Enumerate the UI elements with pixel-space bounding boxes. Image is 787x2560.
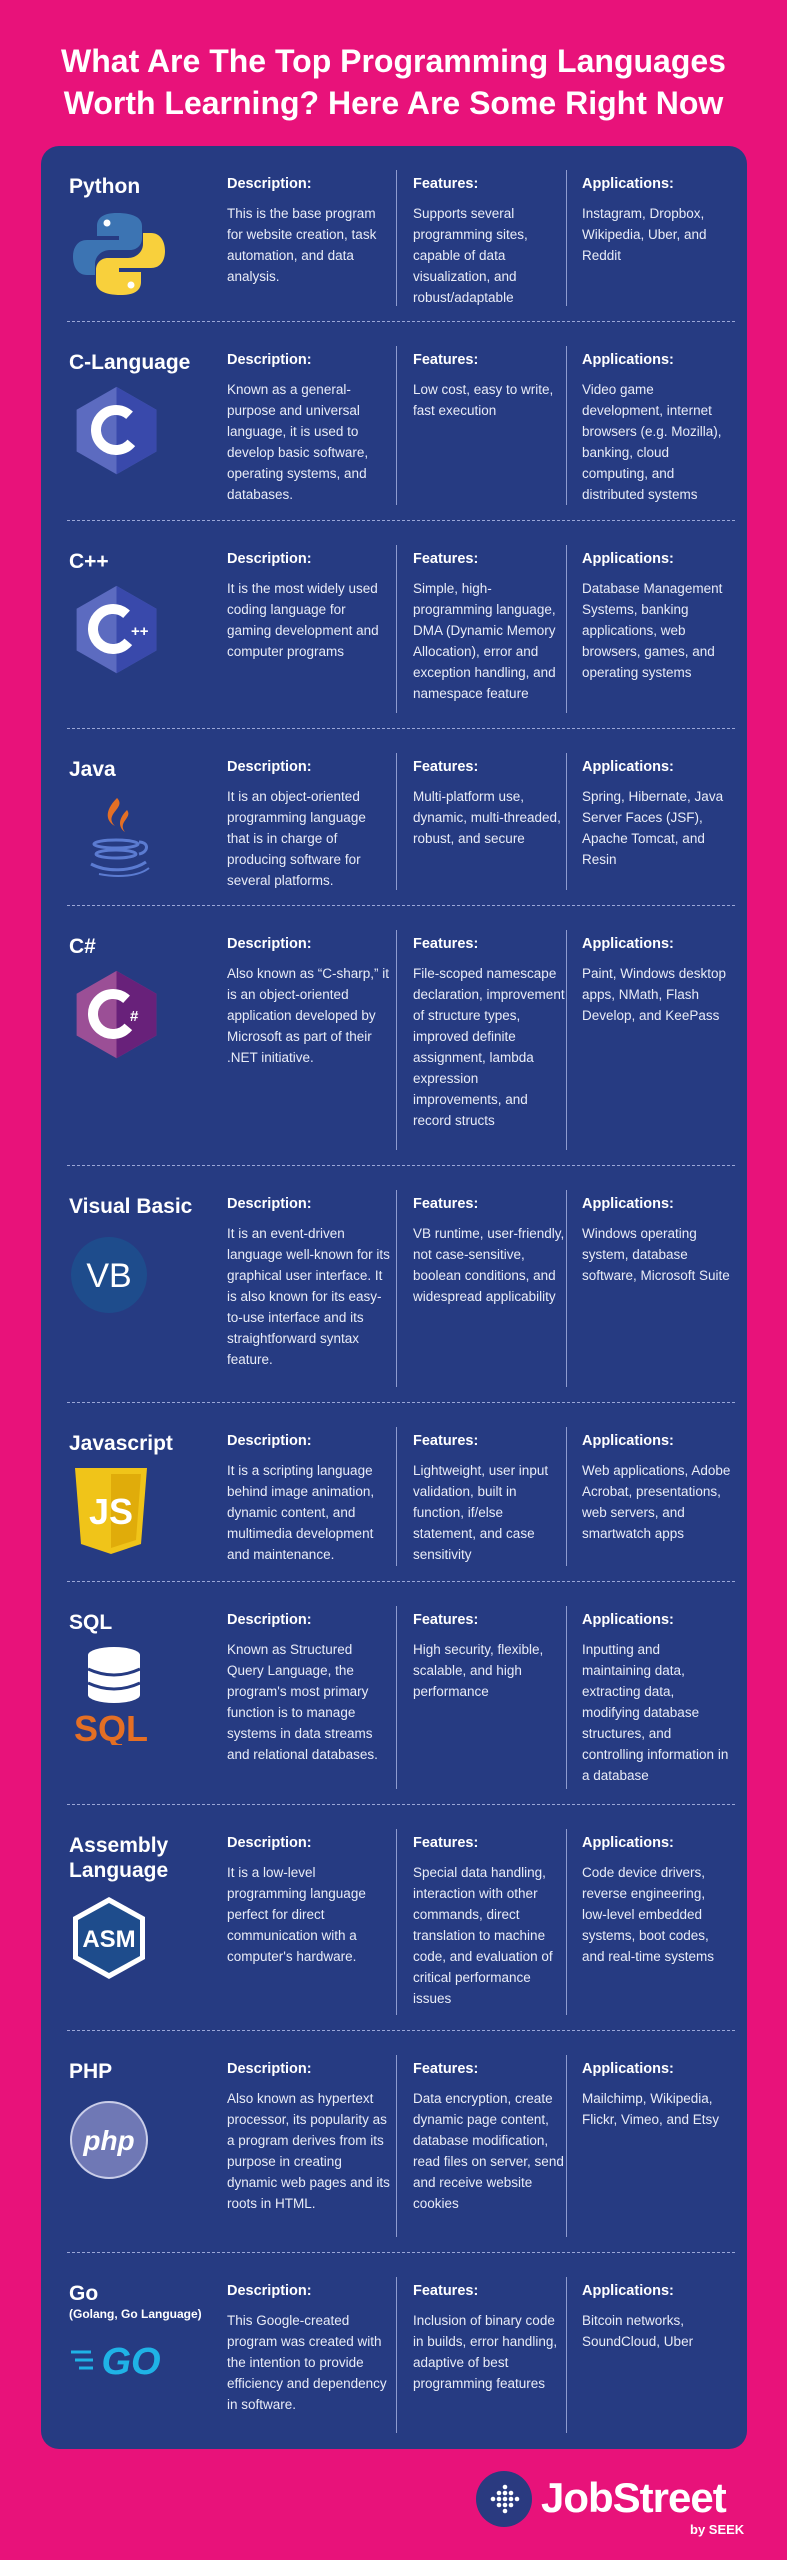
- column-divider: [566, 545, 567, 713]
- applications-column: [582, 2281, 732, 2352]
- features-header: Features:: [413, 2283, 479, 2299]
- column-divider: [566, 1829, 567, 2015]
- language-identity: [69, 757, 219, 882]
- logo-text: SQL: [73, 1708, 149, 1745]
- description-column: [227, 1610, 392, 1765]
- logo-text: ASM: [82, 1926, 136, 1953]
- description-header: Description:: [227, 1612, 312, 1628]
- language-row: [41, 1403, 747, 1582]
- applications-column: [582, 350, 732, 505]
- features-text: Lightweight, user input validation, built in function, if/else statement, and case sensitivity: [413, 1463, 549, 1562]
- column-divider: [566, 1606, 567, 1789]
- csharp-logo-icon: [69, 969, 169, 1059]
- description-column: [227, 549, 392, 662]
- description-text: It is an event-driven language well-known for its graphical user interface. It is also known for its easy-to-use interface and its straightforward syntax feature.: [227, 1226, 390, 1367]
- applications-header: Applications:: [582, 176, 674, 192]
- features-text: Low cost, easy to write, fast execution: [413, 382, 554, 418]
- go-logo-icon: [69, 2332, 169, 2422]
- features-header: Features:: [413, 2061, 479, 2077]
- applications-text: Database Management Systems, banking applications, web browsers, games, and operating systems: [582, 581, 723, 680]
- language-name: SQL: [69, 1611, 113, 1634]
- features-column: [413, 2059, 565, 2214]
- language-name: C#: [69, 935, 96, 958]
- applications-text: Video game development, internet browsers (e.g. Mozilla), banking, cloud computing, and distributed systems: [582, 382, 722, 502]
- column-divider: [396, 1190, 397, 1387]
- features-text: Supports several programming sites, capable of data visualization, and robust/adaptable: [413, 206, 528, 305]
- features-header: Features:: [413, 1612, 479, 1628]
- column-divider: [566, 346, 567, 505]
- applications-header: Applications:: [582, 2283, 674, 2299]
- language-row: [41, 729, 747, 906]
- description-header: Description:: [227, 551, 312, 567]
- column-divider: [396, 1606, 397, 1789]
- description-header: Description:: [227, 352, 312, 368]
- applications-text: Windows operating system, database software, Microsoft Suite: [582, 1226, 730, 1283]
- page-title: [0, 40, 787, 124]
- language-name: Go: [69, 2282, 99, 2305]
- language-name: Javascript: [69, 1432, 173, 1455]
- language-identity: [69, 350, 219, 475]
- description-text: It is a low-level programming language perfect for direct communication with a computer's hardware.: [227, 1865, 366, 1964]
- column-divider: [396, 346, 397, 505]
- features-column: [413, 1610, 565, 1702]
- applications-text: Spring, Hibernate, Java Server Faces (JSF), Apache Tomcat, and Resin: [582, 789, 724, 867]
- assembly-logo-icon: [69, 1893, 169, 1983]
- features-text: Multi-platform use, dynamic, multi-threaded, robust, and secure: [413, 789, 561, 846]
- language-identity: [69, 1194, 219, 1319]
- description-header: Description:: [227, 759, 312, 775]
- features-header: Features:: [413, 1433, 479, 1449]
- description-text: Also known as “C-sharp,” it is an object-oriented application developed by Microsoft as part of their .NET initiative.: [227, 966, 390, 1065]
- description-column: [227, 934, 392, 1068]
- features-text: Data encryption, create dynamic page content, database modification, read files on server, send and receive website cookies: [413, 2091, 564, 2211]
- brand-name: JobStreet: [541, 2474, 726, 2521]
- description-column: [227, 2059, 392, 2214]
- features-column: [413, 174, 565, 308]
- description-column: [227, 350, 392, 505]
- description-header: Description:: [227, 1196, 312, 1212]
- language-name: Python: [69, 175, 141, 198]
- applications-text: Bitcoin networks, SoundCloud, Uber: [582, 2313, 694, 2349]
- applications-text: Web applications, Adobe Acrobat, presentations, web servers, and smartwatch apps: [582, 1463, 731, 1541]
- language-name: Assembly Language: [69, 1834, 169, 1882]
- cplusplus-logo-icon: [69, 584, 169, 674]
- features-text: High security, flexible, scalable, and high performance: [413, 1642, 544, 1699]
- applications-column: [582, 1431, 732, 1544]
- description-column: [227, 757, 392, 891]
- applications-column: [582, 2059, 732, 2130]
- features-column: [413, 2281, 565, 2394]
- description-column: [227, 2281, 392, 2415]
- applications-column: [582, 1194, 732, 1286]
- language-name: C++: [69, 550, 109, 573]
- column-divider: [396, 2277, 397, 2433]
- features-header: Features:: [413, 352, 479, 368]
- applications-header: Applications:: [582, 1612, 674, 1628]
- column-divider: [396, 753, 397, 890]
- language-row: [41, 2253, 747, 2449]
- applications-header: Applications:: [582, 1433, 674, 1449]
- column-divider: [396, 1829, 397, 2015]
- column-divider: [566, 1427, 567, 1566]
- language-row: [41, 521, 747, 729]
- jobstreet-logo-icon: [475, 2470, 533, 2528]
- language-row: [41, 1582, 747, 1805]
- description-text: It is a scripting language behind image animation, dynamic content, and multimedia development and maintenance.: [227, 1463, 375, 1562]
- description-text: It is an object-oriented programming language that is in charge of producing software for several platforms.: [227, 789, 366, 888]
- description-header: Description:: [227, 1835, 312, 1851]
- description-header: Description:: [227, 936, 312, 952]
- applications-text: Paint, Windows desktop apps, NMath, Flash Develop, and KeePass: [582, 966, 727, 1023]
- language-row: [41, 146, 747, 322]
- description-text: This Google-created program was created with the intention to provide efficiency and dependency in software.: [227, 2313, 387, 2412]
- c-language-logo-icon: [69, 385, 169, 475]
- features-column: [413, 757, 565, 849]
- column-divider: [396, 1427, 397, 1566]
- applications-column: [582, 757, 732, 870]
- column-divider: [566, 170, 567, 306]
- language-identity: [69, 2059, 219, 2184]
- applications-column: [582, 174, 732, 266]
- description-column: [227, 1194, 392, 1370]
- features-header: Features:: [413, 1835, 479, 1851]
- features-text: File-scoped namescape declaration, improvement of structure types, improved definite assignment, lambda expression improvements, and record structs: [413, 966, 565, 1128]
- description-header: Description:: [227, 2283, 312, 2299]
- features-column: [413, 1194, 565, 1307]
- language-row: [41, 322, 747, 521]
- language-name: PHP: [69, 2060, 113, 2083]
- column-divider: [566, 1190, 567, 1387]
- applications-header: Applications:: [582, 1835, 674, 1851]
- sql-database-icon: [69, 1645, 169, 1745]
- languages-card: [41, 146, 747, 2449]
- features-header: Features:: [413, 176, 479, 192]
- svg-text:#: #: [130, 1008, 139, 1025]
- title-line-2: Worth Learning? Here Are Some Right Now: [63, 85, 724, 121]
- applications-column: [582, 1833, 732, 1967]
- applications-header: Applications:: [582, 759, 674, 775]
- logo-text: JS: [88, 1491, 134, 1532]
- applications-header: Applications:: [582, 551, 674, 567]
- features-header: Features:: [413, 551, 479, 567]
- applications-column: [582, 934, 732, 1026]
- description-text: Also known as hypertext processor, its popularity as a program derives from its purpose in creating dynamic web pages and its roots in HTML.: [227, 2091, 390, 2211]
- language-identity: [69, 174, 219, 299]
- applications-text: Code device drivers, reverse engineering, low-level embedded systems, boot codes, and real-time systems: [582, 1865, 715, 1964]
- applications-text: Inputting and maintaining data, extracting data, modifying database structures, and controlling information in a database: [582, 1642, 729, 1783]
- language-identity: [69, 1610, 219, 1745]
- language-row: [41, 1805, 747, 2031]
- language-name: C-Language: [69, 351, 191, 374]
- applications-header: Applications:: [582, 936, 674, 952]
- applications-column: [582, 1610, 732, 1786]
- features-column: [413, 1833, 565, 2009]
- features-header: Features:: [413, 759, 479, 775]
- language-row: [41, 2031, 747, 2253]
- python-logo-icon: [69, 209, 169, 299]
- features-text: Inclusion of binary code in builds, error handling, adaptive of best programming features: [413, 2313, 558, 2391]
- description-text: It is the most widely used coding language for gaming development and computer programs: [227, 581, 379, 659]
- svg-text:++: ++: [131, 623, 149, 640]
- column-divider: [396, 545, 397, 713]
- description-header: Description:: [227, 176, 312, 192]
- language-name: Visual Basic: [69, 1195, 193, 1218]
- features-column: [413, 549, 565, 704]
- language-row: [41, 1166, 747, 1403]
- column-divider: [396, 170, 397, 306]
- applications-header: Applications:: [582, 352, 674, 368]
- description-column: [227, 1833, 392, 1967]
- description-header: Description:: [227, 1433, 312, 1449]
- java-logo-icon: [69, 792, 169, 882]
- column-divider: [396, 930, 397, 1150]
- column-divider: [396, 2055, 397, 2237]
- description-text: Known as Structured Query Language, the program's most primary function is to manage systems in data streams and relational databases.: [227, 1642, 378, 1762]
- applications-column: [582, 549, 732, 683]
- applications-text: Instagram, Dropbox, Wikipedia, Uber, and Reddit: [582, 206, 707, 263]
- features-column: [413, 350, 565, 421]
- description-text: This is the base program for website creation, task automation, and data analysis.: [227, 206, 377, 284]
- language-identity: [69, 1431, 219, 1556]
- language-identity: [69, 2281, 219, 2422]
- php-logo-icon: [69, 2094, 169, 2184]
- logo-text: VB: [86, 1257, 132, 1295]
- title-line-1: What Are The Top Programming Languages: [61, 43, 726, 79]
- column-divider: [566, 2055, 567, 2237]
- language-identity: [69, 1833, 219, 1983]
- logo-text: php: [83, 2125, 135, 2156]
- features-column: [413, 1431, 565, 1565]
- features-header: Features:: [413, 1196, 479, 1212]
- language-name: Java: [69, 758, 116, 781]
- jobstreet-brand: [475, 2468, 755, 2538]
- language-subtitle: (Golang, Go Language): [69, 2307, 202, 2321]
- features-text: Special data handling, interaction with other commands, direct translation to machine code, and evaluation of critical performance issues: [413, 1865, 553, 2006]
- column-divider: [566, 930, 567, 1150]
- features-header: Features:: [413, 936, 479, 952]
- language-identity: [69, 549, 219, 674]
- brand-subtitle: by SEEK: [690, 2522, 745, 2537]
- description-column: [227, 174, 392, 287]
- column-divider: [566, 2277, 567, 2433]
- javascript-logo-icon: [69, 1466, 169, 1556]
- features-text: Simple, high-programming language, DMA (Dynamic Memory Allocation), error and exception handling, and namespace feature: [413, 581, 556, 701]
- features-column: [413, 934, 565, 1131]
- features-text: VB runtime, user-friendly, not case-sensitive, boolean conditions, and widespread applicability: [413, 1226, 565, 1304]
- description-header: Description:: [227, 2061, 312, 2077]
- applications-header: Applications:: [582, 2061, 674, 2077]
- applications-header: Applications:: [582, 1196, 674, 1212]
- column-divider: [566, 753, 567, 890]
- visual-basic-logo-icon: [69, 1229, 169, 1319]
- description-column: [227, 1431, 392, 1565]
- language-identity: [69, 934, 219, 1059]
- logo-text: GO: [101, 2341, 161, 2383]
- language-row: [41, 906, 747, 1166]
- applications-text: Mailchimp, Wikipedia, Flickr, Vimeo, and Etsy: [582, 2091, 720, 2127]
- description-text: Known as a general-purpose and universal language, it is used to develop basic software, operating systems, and databases.: [227, 382, 369, 502]
